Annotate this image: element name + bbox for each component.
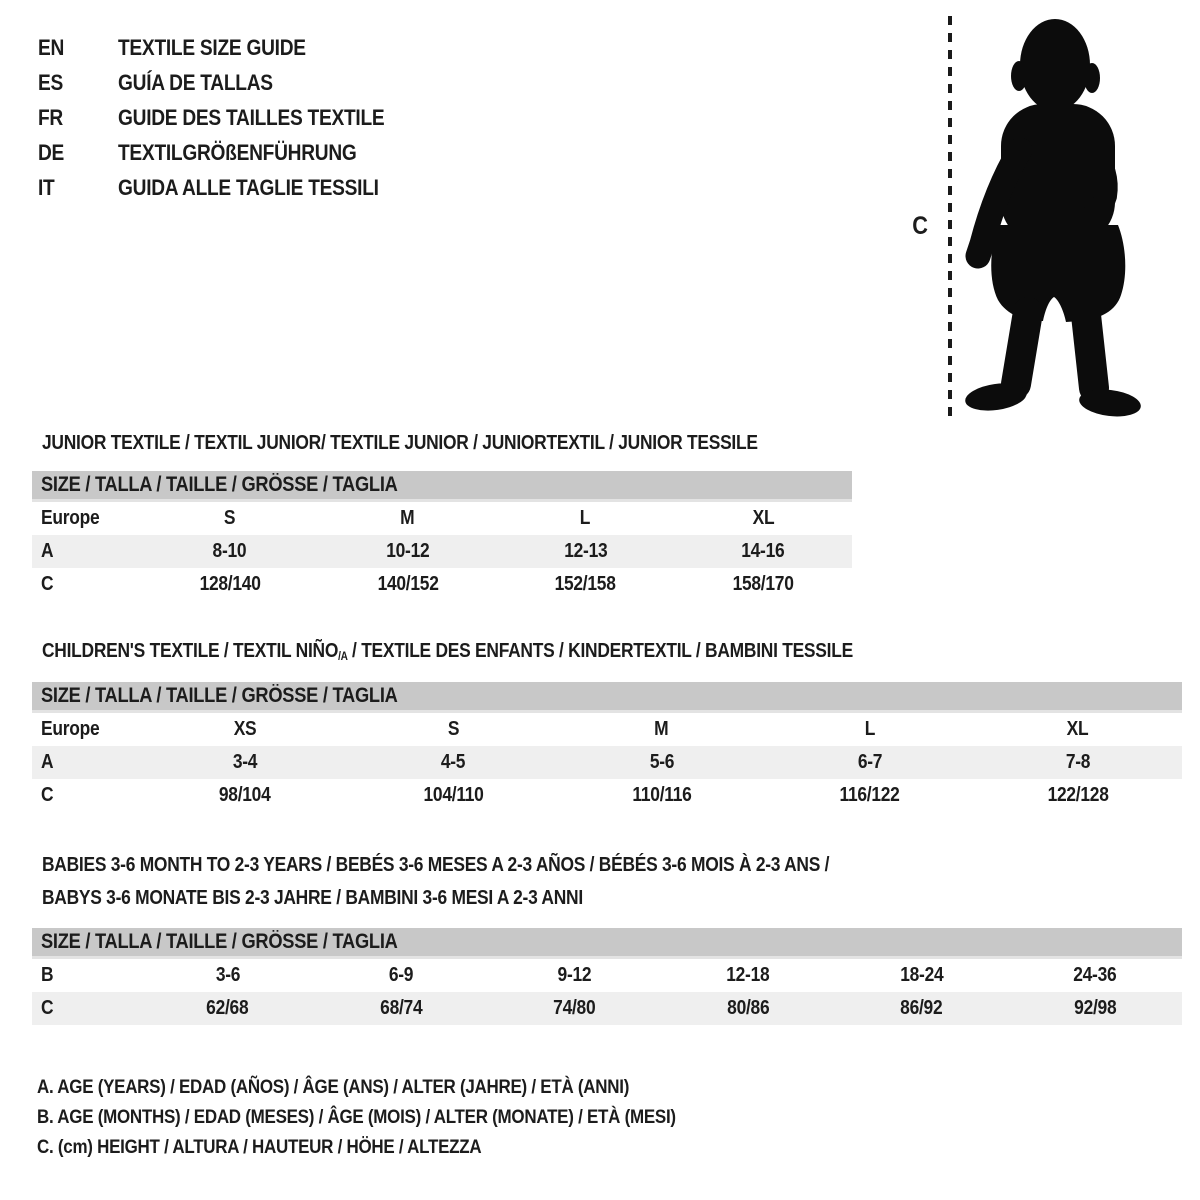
language-title-list	[38, 30, 424, 205]
lang-code: DE	[38, 139, 65, 165]
section-childrens-textile	[32, 640, 1182, 812]
lang-code: ES	[38, 69, 64, 95]
guide-title-en: TEXTILE SIZE GUIDE	[118, 34, 306, 60]
table-header-size: SIZE / TALLA / TAILLE / GRÖSSE / TAGLIA	[32, 682, 1182, 710]
guide-title-de: TEXTILGRÖßENFÜHRUNG	[118, 139, 357, 165]
lang-row-en	[38, 30, 424, 65]
table-row-height: C 128/140 140/152 152/158 158/170	[41, 573, 794, 595]
lang-code: IT	[38, 174, 55, 200]
children-size-table	[32, 682, 1182, 812]
table-row-europe: Europe XS S M L XL	[41, 718, 1089, 740]
table-header-size: SIZE / TALLA / TAILLE / GRÖSSE / TAGLIA	[32, 471, 852, 499]
table-row-height: C 98/104 104/110 110/116 116/122 122/128	[41, 784, 1109, 806]
table-row-age-years: A 8-10 10-12 12-13 14-16	[32, 535, 852, 568]
table-header-size: SIZE / TALLA / TAILLE / GRÖSSE / TAGLIA	[32, 928, 1182, 956]
toddler-shape	[963, 19, 1142, 420]
section-title-babies: BABIES 3-6 MONTH TO 2-3 YEARS / BEBÉS 3-6 MESES A 2-3 AÑOS / BÉBÉS 3-6 MOIS À 2-3 ANS / BABYS 3-6 MONATE BIS 2-3 JAHRE / BAMBINI 3-6 MESI A 2-3 ANNI	[42, 854, 830, 909]
height-measure-label: C	[912, 212, 928, 240]
babies-size-table	[32, 928, 1182, 1025]
legend-age-months: B. AGE (MONTHS) / EDAD (MESES) / ÂGE (MOIS) / ALTER (MONATE) / ETÀ (MESI)	[37, 1106, 676, 1128]
lang-row-de	[38, 135, 424, 170]
lang-row-es	[38, 65, 424, 100]
table-row-age-months: B 3-6 6-9 9-12 12-18 18-24 24-36	[41, 964, 1117, 986]
lang-code: FR	[38, 104, 63, 130]
table-row-europe: Europe S M L XL	[41, 507, 774, 529]
section-junior-textile	[32, 432, 865, 601]
section-babies-textile	[32, 849, 1182, 1025]
lang-code: EN	[38, 34, 65, 60]
section-title-children: CHILDREN'S TEXTILE / TEXTIL $NIÑO_{/A}$ / TEXTILE DES ENFANTS / KINDERTEXTIL / BAMBINI TESSILE	[42, 640, 853, 663]
guide-title-fr: GUIDE DES TAILLES TEXTILE	[118, 104, 385, 130]
toddler-silhouette	[938, 12, 1150, 420]
table-row-height: C 62/68 68/74 74/80 80/86 86/92 92/98	[32, 992, 1182, 1025]
lang-row-fr	[38, 100, 424, 135]
legend-height-cm: C. (cm) HEIGHT / ALTURA / HAUTEUR / HÖHE / ALTEZZA	[37, 1136, 482, 1158]
lang-row-it	[38, 170, 424, 205]
junior-size-table	[32, 471, 852, 601]
table-row-age-years: A 3-4 4-5 5-6 6-7 7-8	[32, 746, 1182, 779]
guide-title-es: GUÍA DE TALLAS	[118, 69, 273, 95]
measure-legend	[37, 1072, 771, 1162]
section-title-junior: JUNIOR TEXTILE / TEXTIL JUNIOR/ TEXTILE JUNIOR / JUNIORTEXTIL / JUNIOR TESSILE	[42, 432, 758, 454]
legend-age-years: A. AGE (YEARS) / EDAD (AÑOS) / ÂGE (ANS) / ALTER (JAHRE) / ETÀ (ANNI)	[37, 1076, 630, 1098]
guide-title-it: GUIDA ALLE TAGLIE TESSILI	[118, 174, 379, 200]
